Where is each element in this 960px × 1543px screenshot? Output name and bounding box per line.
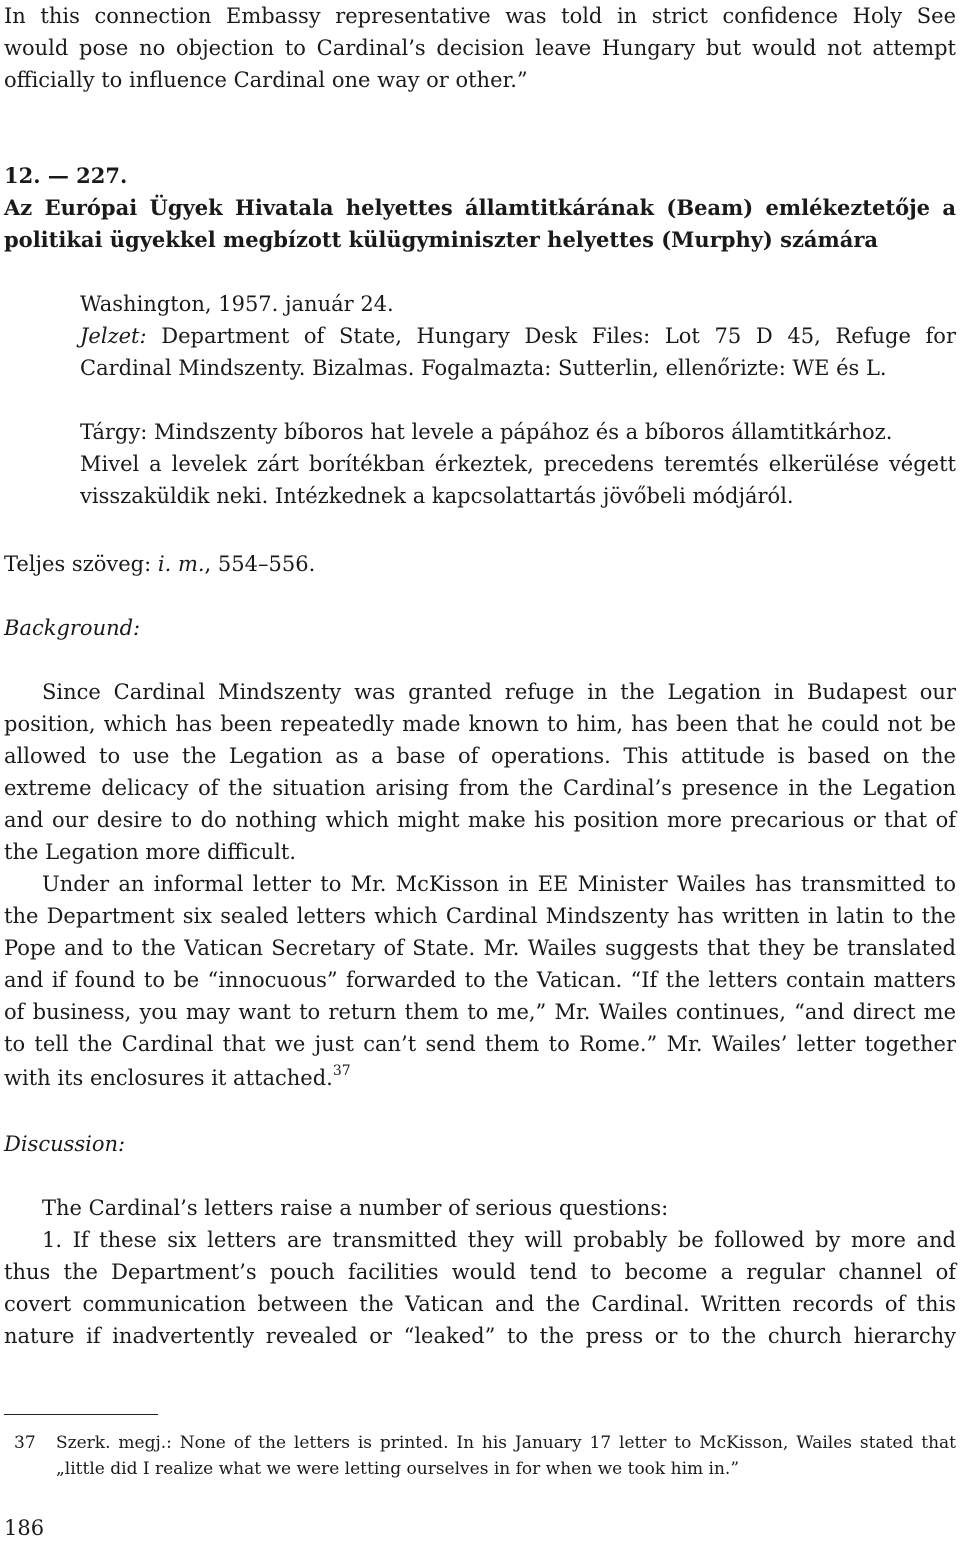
body-line: thus the Department’s pouch facilities would tend to become a regular channel of — [4, 1260, 956, 1284]
body-line: the Department six sealed letters which Cardinal Mindszenty has written in latin to the — [4, 904, 956, 928]
body-line: position, which has been repeatedly made known to him, has been that he could not be — [4, 712, 956, 736]
full-text-prefix: Teljes szöveg: — [4, 552, 158, 576]
body-line: and if found to be “innocuous” forwarded to the Vatican. “If the letters contain matters — [4, 968, 956, 992]
body-line: extreme delicacy of the situation arising from the Cardinal’s presence in the Legation — [4, 776, 956, 800]
body-line: of business, you may want to return them to me,” Mr. Wailes continues, “and direct me — [4, 1000, 956, 1024]
intro-line: would pose no objection to Cardinal’s decision leave Hungary but would not attempt — [4, 36, 956, 60]
targy-line: Mivel a levelek zárt borítékban érkeztek, precedens teremtés elkerülése végett — [80, 452, 956, 476]
footnote-divider — [4, 1414, 158, 1415]
full-text-reference — [4, 548, 315, 580]
jelzet-label: Jelzet: — [80, 324, 147, 348]
body-line: 1. If these six letters are transmitted they will probably be followed by more and — [42, 1228, 956, 1252]
body-line: covert communication between the Vatican and the Cardinal. Written records of this — [4, 1292, 956, 1316]
document-title-line: Az Európai Ügyek Hivatala helyettes államtitkárának (Beam) emlékeztetője a — [4, 195, 956, 220]
full-text-ref: i. m. — [157, 552, 205, 576]
jelzet-line: Cardinal Mindszenty. Bizalmas. Fogalmazta: Sutterlin, ellenőrizte: WE és L. — [80, 356, 887, 380]
body-line: allowed to use the Legation as a base of operations. This attitude is based on the — [4, 744, 956, 768]
footnote-number: 37 — [14, 1433, 36, 1453]
body-line: nature if inadvertently revealed or “leaked” to the press or to the church hierarchy — [4, 1324, 956, 1348]
discussion-heading: Discussion: — [4, 1132, 126, 1156]
footnote-marker[interactable]: 37 — [332, 1063, 351, 1079]
intro-line: In this connection Embassy representative was told in strict confidence Holy See — [4, 4, 956, 28]
dateline: Washington, 1957. január 24. — [80, 292, 394, 316]
document-title-line: politikai ügyekkel megbízott külügyminiszter helyettes (Murphy) számára — [4, 227, 879, 252]
body-line-text: with its enclosures it attached. — [4, 1066, 333, 1090]
background-heading: Background: — [4, 616, 141, 640]
intro-line: officially to influence Cardinal one way or other.” — [4, 68, 528, 92]
targy-line: Tárgy: Mindszenty bíboros hat levele a pápához és a bíboros államtitkárhoz. — [80, 420, 893, 444]
jelzet-text: Department of State, Hungary Desk Files: Lot 75 D 45, Refuge for — [146, 324, 956, 348]
body-line: Under an informal letter to Mr. McKisson in EE Minister Wailes has transmitted to — [42, 872, 956, 896]
full-text-suffix: , 554–556. — [204, 552, 316, 576]
body-line: and our desire to do nothing which might make his position more precarious or that of — [4, 808, 956, 832]
footnote-line: Szerk. megj.: None of the letters is printed. In his January 17 letter to McKisson, Wailes stated that — [56, 1433, 956, 1453]
page-number: 186 — [4, 1516, 45, 1540]
body-line — [4, 1062, 351, 1094]
body-line: Pope and to the Vatican Secretary of State. Mr. Wailes suggests that they be translated — [4, 936, 956, 960]
body-line: Since Cardinal Mindszenty was granted refuge in the Legation in Budapest our — [42, 680, 956, 704]
body-line: The Cardinal’s letters raise a number of serious questions: — [42, 1196, 669, 1220]
jelzet-line — [80, 320, 956, 352]
body-line: to tell the Cardinal that we just can’t send them to Rome.” Mr. Wailes’ letter together — [4, 1032, 956, 1056]
body-line: the Legation more difficult. — [4, 840, 297, 864]
footnote-line: „little did I realize what we were letting ourselves in for when we took him in.” — [56, 1459, 740, 1479]
document-number: 12. — 227. — [4, 163, 128, 188]
targy-line: visszaküldik neki. Intézkednek a kapcsolattartás jövőbeli módjáról. — [80, 484, 794, 508]
